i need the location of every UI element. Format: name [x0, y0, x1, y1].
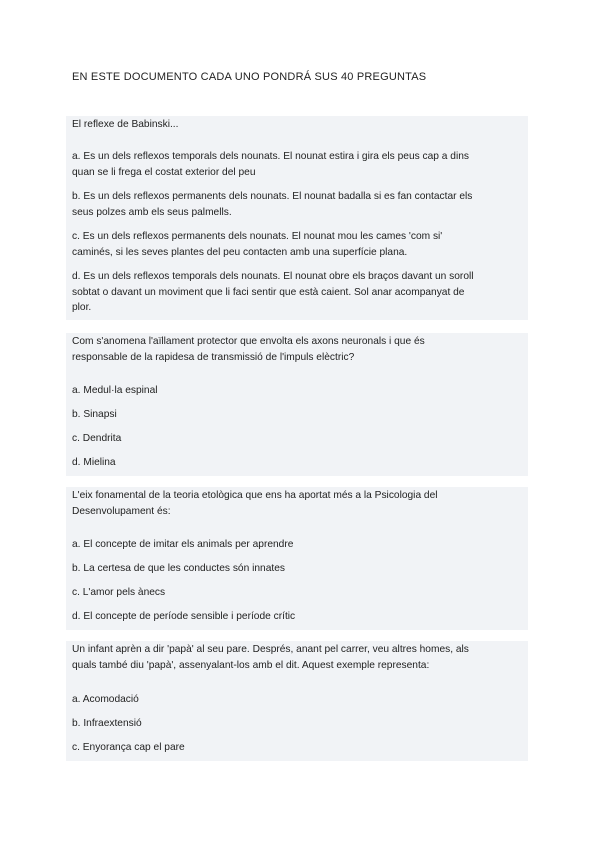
question-block: [66, 333, 528, 476]
answer-option-line: caminés, si les seves plantes del peu contacten amb una superfície plana.: [72, 246, 408, 258]
answer-option-c: [72, 740, 185, 756]
answer-option-line: c. Enyorança cap el pare: [72, 742, 185, 753]
answer-option-line: d. Mielina: [72, 457, 116, 468]
answer-option-d: [72, 269, 474, 316]
document-heading: EN ESTE DOCUMENTO CADA UNO PONDRÁ SUS 40 PREGUNTAS: [72, 71, 427, 83]
question-prompt: [72, 488, 438, 519]
answer-option-line: quan se li frega el costat exterior del peu: [72, 166, 256, 178]
answer-option-line: d. Es un dels reflexos temporals dels nounats. El nounat obre els braços davant un soroll: [72, 271, 474, 282]
answer-option-b: [72, 561, 285, 577]
question-prompt: [72, 117, 178, 133]
question-prompt-line: L'eix fonamental de la teoria etològica que ens ha aportat més a la Psicologia del: [72, 490, 438, 501]
question-block: [66, 641, 528, 761]
answer-option-line: a. Medul·la espinal: [72, 385, 158, 396]
answer-option-b: [72, 189, 472, 220]
question-prompt-line: Desenvolupament és:: [72, 505, 171, 517]
answer-option-line: c. Dendrita: [72, 433, 122, 444]
answer-option-line: plor.: [72, 302, 92, 313]
answer-option-a: [72, 383, 158, 399]
answer-option-line: b. La certesa de que les conductes són innates: [72, 563, 285, 574]
answer-option-line: a. El concepte de imitar els animals per aprendre: [72, 539, 294, 550]
question-prompt: [72, 642, 469, 673]
answer-option-c: [72, 585, 165, 601]
question-prompt-line: responsable de la rapidesa de transmissió de l'impuls elèctric?: [72, 351, 355, 363]
question-block: [66, 116, 528, 320]
answer-option-d: [72, 609, 295, 625]
question-prompt: [72, 334, 425, 365]
answer-option-b: [72, 407, 117, 423]
question-prompt-line: Un infant aprèn a dir 'papà' al seu pare. Després, anant pel carrer, veu altres homes, als: [72, 644, 469, 655]
answer-option-a: [72, 537, 293, 553]
answer-option-line: sobtat o davant un moviment que li faci sentir que està caient. Sol anar acompanyat de: [72, 286, 465, 298]
question-prompt-line: quals també diu 'papà', assenyalant-los amb el dit. Aquest exemple representa:: [72, 659, 430, 671]
answer-option-line: b. Sinapsi: [72, 409, 117, 420]
answer-option-c: [72, 229, 442, 260]
answer-option-c: [72, 431, 121, 447]
answer-option-a: [72, 149, 469, 180]
answer-option-a: [72, 692, 139, 708]
question-prompt-line: El reflexe de Babinski...: [72, 119, 179, 130]
question-prompt-line: Com s'anomena l'aïllament protector que envolta els axons neuronals i que és: [72, 336, 425, 347]
answer-option-line: c. L'amor pels ànecs: [72, 587, 166, 598]
answer-option-line: b. Es un dels reflexos permanents dels nounats. El nounat badalla si es fan contactar els: [72, 191, 473, 202]
question-block: [66, 487, 528, 630]
answer-option-line: c. Es un dels reflexos permanents dels nounats. El nounat mou les cames 'com si': [72, 231, 443, 242]
answer-option-line: seus polzes amb els seus palmells.: [72, 206, 232, 218]
answer-option-b: [72, 716, 142, 732]
answer-option-line: d. El concepte de període sensible i període crític: [72, 611, 296, 622]
answer-option-line: a. Acomodació: [72, 694, 139, 705]
answer-option-line: a. Es un dels reflexos temporals dels nounats. El nounat estira i gira els peus cap a dins: [72, 151, 469, 162]
answer-option-line: b. Infraextensió: [72, 718, 142, 729]
answer-option-d: [72, 455, 116, 471]
